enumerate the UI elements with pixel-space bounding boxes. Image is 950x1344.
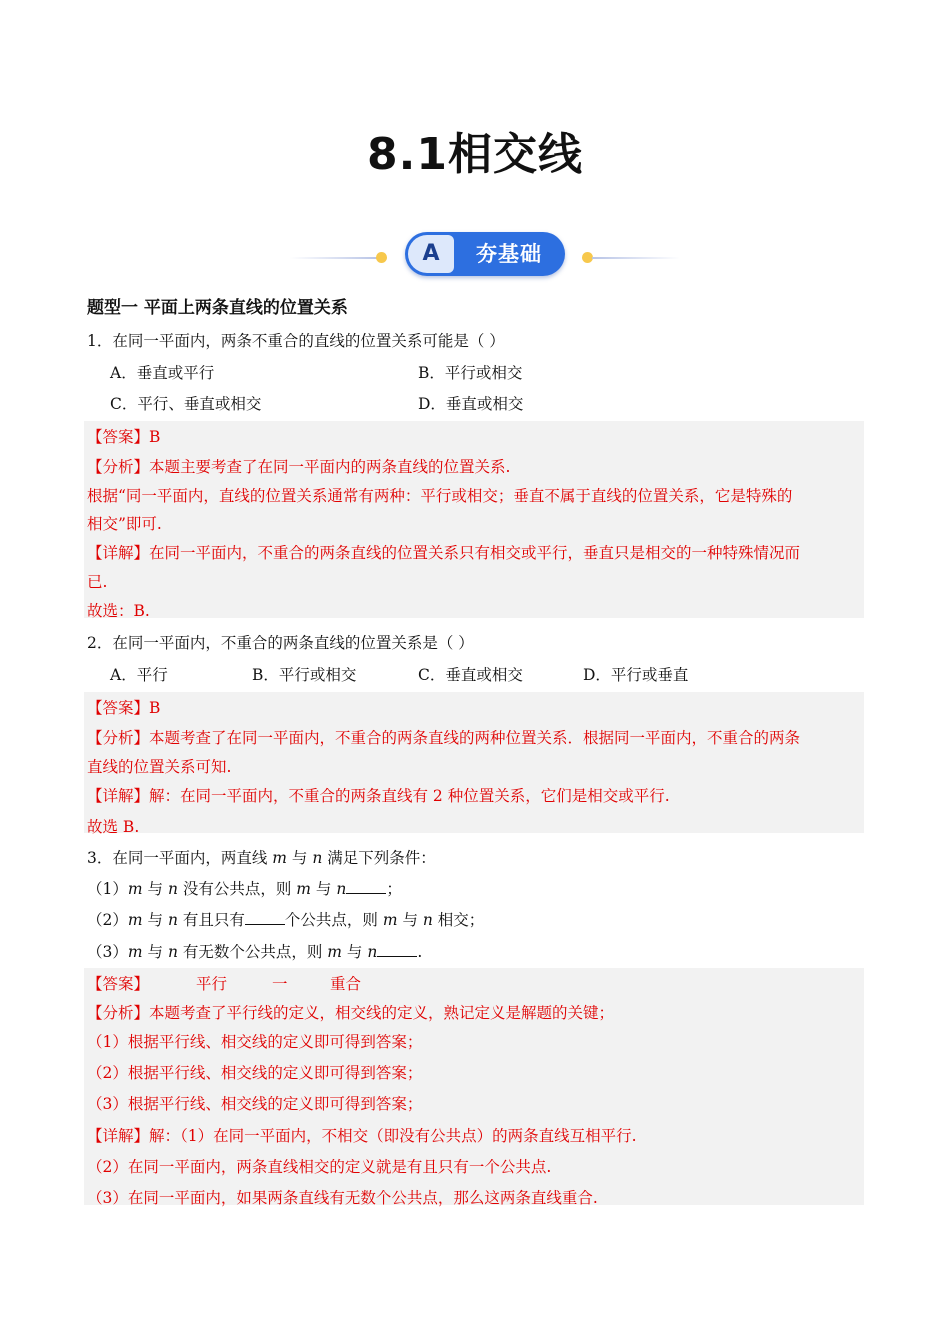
part-end: ； — [386, 880, 402, 898]
answer-blank — [346, 879, 386, 894]
word-and: 与 — [397, 911, 423, 929]
part-number: （1） — [87, 880, 128, 898]
q3-answer-3: 重合 — [330, 975, 362, 993]
banner-right-line — [592, 257, 680, 259]
q1-answer: 【答案】B — [87, 428, 161, 446]
banner-label: 夯基础 — [476, 242, 542, 266]
part-end: . — [417, 943, 423, 961]
q3-answer-label: 【答案】 — [87, 975, 150, 993]
q1-option-a: A．垂直或平行 — [110, 364, 215, 382]
var-m: m — [296, 880, 311, 898]
q3-stem-prefix: 3．在同一平面内，两直线 — [87, 849, 273, 867]
q3-detail-1: 【详解】解：（1）在同一平面内，不相交（即没有公共点）的两条直线互相平行. — [87, 1127, 637, 1145]
q3-step-1: （1）根据平行线、相交线的定义即可得到答案； — [87, 1033, 423, 1051]
part-number: （2） — [87, 911, 128, 929]
part-end: 相交； — [432, 911, 485, 929]
var-m: m — [272, 849, 287, 867]
var-m: m — [127, 880, 143, 898]
page-title: 8.1相交线 — [367, 129, 583, 180]
q2-analysis-b: 直线的位置关系可知. — [87, 758, 232, 776]
q1-stem: 1．在同一平面内，两条不重合的直线的位置关系可能是（ ） — [87, 332, 505, 350]
q1-option-c: C．平行、垂直或相交 — [110, 395, 262, 413]
q2-stem: 2．在同一平面内，不重合的两条直线的位置关系是（ ） — [87, 634, 474, 652]
part-text-2: 个公共点，则 — [284, 911, 383, 929]
word-and: 与 — [142, 943, 168, 961]
q3-answer-1: 平行 — [196, 975, 228, 993]
q2-option-a: A．平行 — [110, 666, 168, 684]
q3-stem-suffix: 满足下列条件： — [322, 849, 436, 867]
word-and: 与 — [142, 880, 168, 898]
q3-and: 与 — [287, 849, 313, 867]
q3-stem — [87, 846, 436, 868]
q2-option-d: D．平行或垂直 — [583, 666, 689, 684]
q3-part-2 — [87, 908, 484, 930]
section-banner — [290, 228, 680, 280]
q3-step-2: （2）根据平行线、相交线的定义即可得到答案； — [87, 1064, 423, 1082]
q1-analysis: 【分析】本题主要考查了在同一平面内的两条直线的位置关系. — [87, 458, 511, 476]
part-text: 有且只有 — [182, 911, 245, 929]
q1-choice: 故选：B. — [87, 602, 150, 620]
var-m: m — [382, 911, 398, 929]
answer-blank — [245, 910, 285, 925]
q3-step-3: （3）根据平行线、相交线的定义即可得到答案； — [87, 1095, 423, 1113]
var-n: n — [167, 943, 178, 961]
q2-choice: 故选 B. — [87, 818, 140, 836]
answer-blank — [377, 942, 417, 957]
q1-answer-box — [84, 421, 864, 618]
q3-detail-2: （2）在同一平面内，两条直线相交的定义就是有且只有一个公共点. — [87, 1158, 552, 1176]
word-and: 与 — [142, 911, 168, 929]
var-n: n — [167, 880, 178, 898]
q1-option-d: D．垂直或相交 — [418, 395, 524, 413]
var-m: m — [327, 943, 342, 961]
word-and: 与 — [311, 880, 337, 898]
q2-option-b: B．平行或相交 — [252, 666, 357, 684]
part-number: （3） — [87, 943, 128, 961]
word-and: 与 — [342, 943, 368, 961]
q2-detail: 【详解】解：在同一平面内，不重合的两条直线有 2 种位置关系，它们是相交或平行. — [87, 787, 670, 805]
q1-detail-b: 已. — [87, 573, 108, 591]
var-n: n — [312, 849, 323, 867]
q3-part-1 — [87, 877, 402, 899]
part-text: 有无数个公共点，则 — [182, 943, 328, 961]
q2-option-c: C．垂直或相交 — [418, 666, 523, 684]
var-m: m — [127, 943, 143, 961]
part-text: 没有公共点，则 — [182, 880, 297, 898]
var-m: m — [127, 911, 143, 929]
q3-detail-3: （3）在同一平面内，如果两条直线有无数个公共点，那么这两条直线重合. — [87, 1189, 598, 1207]
banner-left-dot — [376, 252, 387, 263]
q1-analysis-2b: 相交”即可. — [87, 515, 162, 533]
banner-pill — [405, 232, 565, 276]
q3-analysis: 【分析】本题考查了平行线的定义，相交线的定义，熟记定义是解题的关键； — [87, 1004, 615, 1022]
banner-left-line — [290, 257, 378, 259]
q3-answer-2: 一 — [272, 975, 288, 993]
section-title: 题型一 平面上两条直线的位置关系 — [87, 298, 348, 318]
var-n: n — [422, 911, 433, 929]
var-n: n — [367, 943, 378, 961]
q1-analysis-2a: 根据“同一平面内，直线的位置关系通常有两种：平行或相交；垂直不属于直线的位置关系，它是特殊的 — [87, 487, 793, 505]
var-n: n — [336, 880, 347, 898]
q1-detail-a: 【详解】在同一平面内，不重合的两条直线的位置关系只有相交或平行，垂直只是相交的一种特殊情况而 — [87, 544, 801, 562]
var-n: n — [167, 911, 178, 929]
q2-answer: 【答案】B — [87, 699, 161, 717]
q3-part-3 — [87, 940, 422, 962]
banner-letter: A — [422, 241, 440, 266]
q1-option-b: B．平行或相交 — [418, 364, 523, 382]
q2-analysis-a: 【分析】本题考查了在同一平面内，不重合的两条直线的两种位置关系．根据同一平面内，不重合的两条 — [87, 729, 801, 747]
